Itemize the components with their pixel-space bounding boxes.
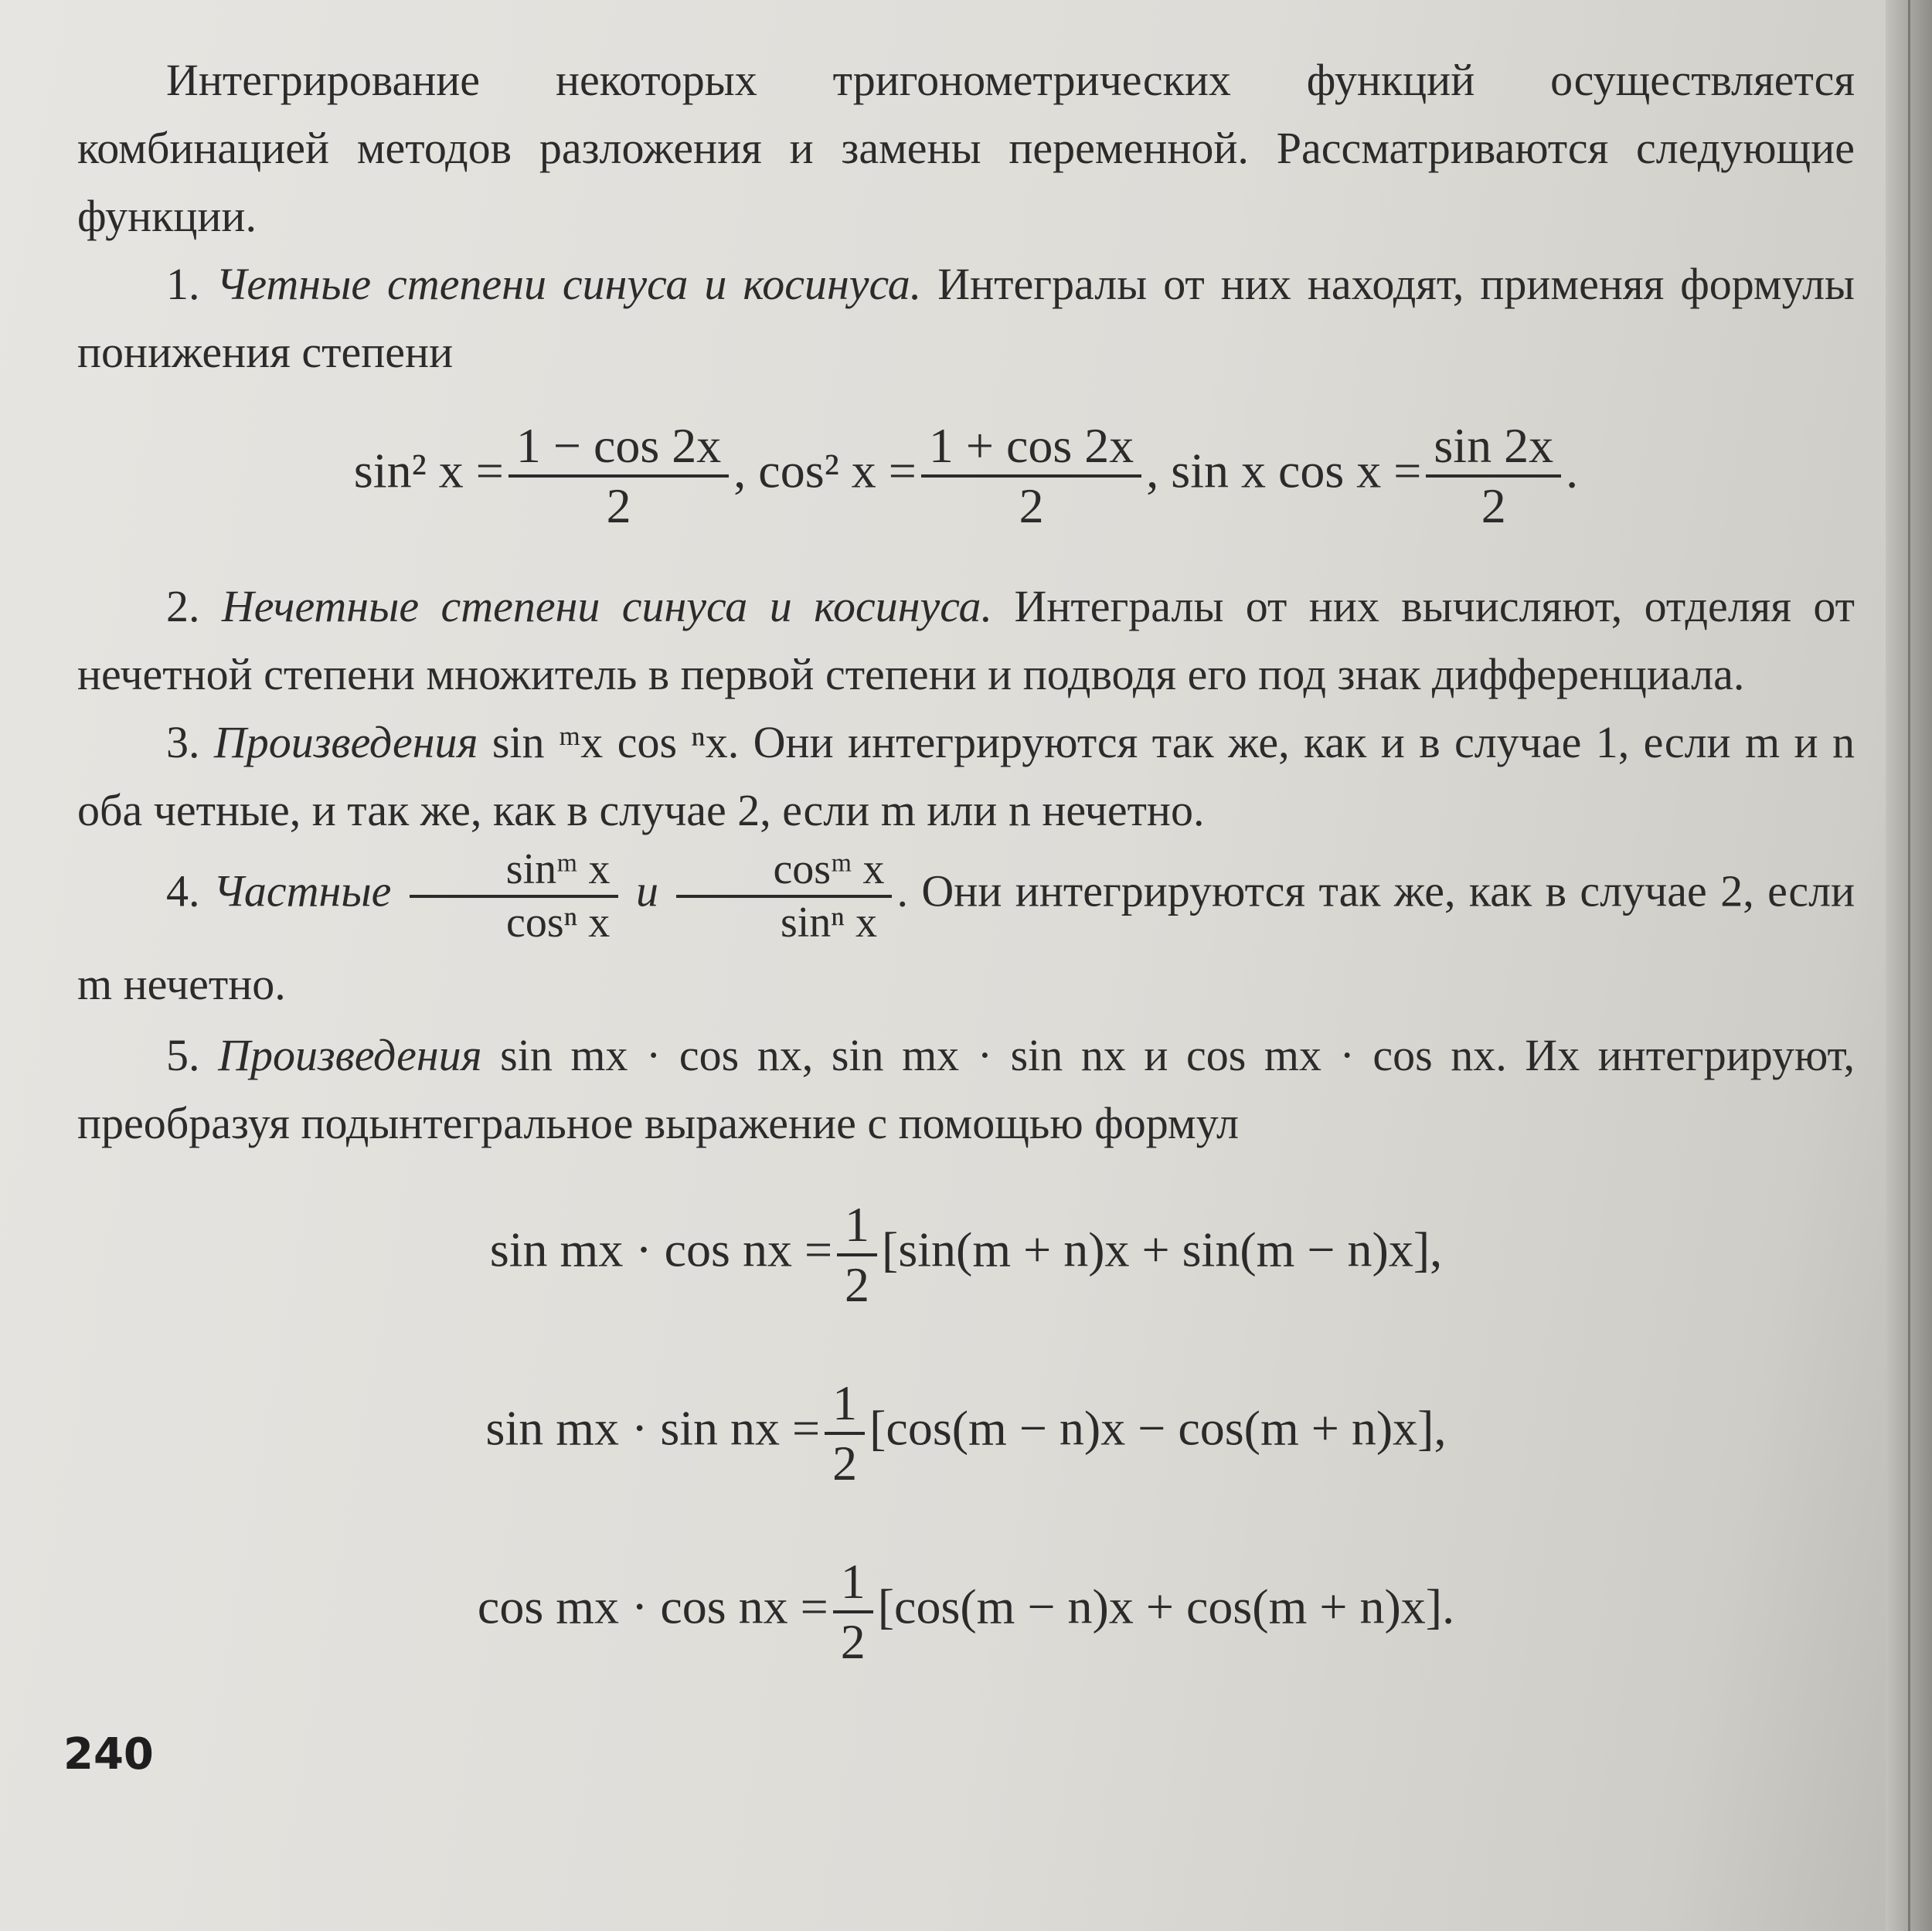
- formula-1c-fraction: [1426, 417, 1561, 534]
- formula-5c-numerator: 1: [840, 1554, 866, 1610]
- item-1-text: Интегралы от них находят, применяя формулы понижения степени: [77, 259, 1855, 377]
- formula-5a-rhs: [sin(m + n)x + sin(m − n)x],: [882, 1222, 1443, 1277]
- formula-1c-numerator: sin 2x: [1434, 418, 1554, 473]
- item-5-number: 5.: [166, 1029, 200, 1080]
- item-5-text: sin mx · cos nx, sin mx · sin nx и cos mx · cos nx. Их интегрируют, преобразуя подынтегральное выражение с помощью формул: [77, 1029, 1855, 1148]
- item-4-fraction-1: [410, 845, 618, 947]
- intro-paragraph: Интегрирование некоторых тригонометрических функций осуществляется комбинацией методов разложения и замены переменной. Рассматриваются следующие функции.: [77, 55, 1855, 241]
- formula-5b: [77, 1375, 1855, 1491]
- formula-5a-lhs: sin mx · cos nx =: [489, 1222, 833, 1277]
- item-4-fraction-2-numerator: cosᵐ x: [773, 845, 885, 894]
- item-3-expression: sin ᵐx cos ⁿx.: [492, 717, 740, 768]
- item-5-paragraph: [77, 1022, 1855, 1158]
- item-3-title: Произведения: [213, 717, 478, 768]
- item-2-paragraph: [77, 573, 1855, 709]
- formula-5c: [77, 1553, 1855, 1670]
- item-1-title: Четные степени синуса и косинуса.: [216, 259, 922, 309]
- item-2-text: Интегралы от них вычисляют, отделяя от нечетной степени множитель в первой степени и подводя его под знак дифференциала.: [77, 581, 1855, 700]
- formula-1c-lhs: , sin x cos x =: [1146, 443, 1422, 498]
- formula-5a: [77, 1196, 1855, 1313]
- formula-5c-lhs: cos mx · cos nx =: [477, 1579, 828, 1634]
- item-4-and: и: [635, 865, 658, 916]
- item-4-fraction-2-denominator: sinⁿ x: [676, 895, 892, 947]
- page-number: 240: [63, 1729, 154, 1780]
- item-3-text: Они интегрируются так же, как и в случае 1, если m и n оба четные, и так же, как в случае 2, если m или n нечетно.: [77, 717, 1855, 836]
- item-4-paragraph: [77, 845, 1855, 1022]
- formula-1b-denominator: 2: [921, 474, 1141, 535]
- item-3-number: 3.: [166, 717, 200, 768]
- formula-5c-rhs: [cos(m − n)x + cos(m + n)x].: [877, 1579, 1455, 1634]
- product-to-sum-formulas: [77, 1196, 1855, 1671]
- formula-5c-denominator: 2: [833, 1610, 873, 1671]
- item-4-fraction-1-denominator: cosⁿ x: [410, 895, 618, 947]
- item-3-paragraph: [77, 709, 1855, 845]
- page-content: [77, 46, 1855, 1732]
- formula-5a-numerator: 1: [845, 1196, 870, 1252]
- formula-5b-rhs: [cos(m − n)x − cos(m + n)x],: [869, 1400, 1447, 1456]
- formula-1a-denominator: 2: [509, 474, 729, 535]
- gutter-edge-line: [1908, 0, 1910, 1931]
- item-4-fraction-2: [676, 845, 892, 947]
- item-2-title: Нечетные степени синуса и косинуса.: [221, 581, 993, 632]
- formula-1a-lhs: sin² x =: [353, 443, 504, 498]
- formula-5a-fraction: [837, 1196, 877, 1313]
- item-1-paragraph: [77, 250, 1855, 386]
- formula-1a-numerator: 1 − cos 2x: [515, 418, 722, 473]
- power-reduction-formulas: [77, 417, 1855, 534]
- item-4-title: Частные: [213, 865, 392, 916]
- formula-1b-lhs: , cos² x =: [733, 443, 917, 498]
- item-4-number: 4.: [166, 865, 200, 916]
- formula-1-end: .: [1566, 443, 1579, 498]
- item-5-title: Произведения: [218, 1029, 482, 1080]
- item-1-number: 1.: [166, 259, 200, 309]
- formula-5b-numerator: 1: [832, 1375, 858, 1431]
- formula-5c-fraction: [833, 1553, 873, 1670]
- item-4-text: . Они интегрируются так же, как в случае 2, если m нечетно.: [77, 865, 1855, 1009]
- formula-5b-denominator: 2: [825, 1432, 865, 1492]
- formula-5b-fraction: [825, 1375, 865, 1491]
- formula-5a-denominator: 2: [837, 1253, 877, 1314]
- formula-1c-denominator: 2: [1426, 474, 1561, 535]
- item-4-fraction-1-numerator: sinᵐ x: [505, 845, 611, 894]
- formula-1a-fraction: [509, 417, 729, 534]
- formula-1b-numerator: 1 + cos 2x: [928, 418, 1134, 473]
- formula-5b-lhs: sin mx · sin nx =: [485, 1400, 821, 1456]
- item-2-number: 2.: [166, 581, 200, 632]
- formula-1b-fraction: [921, 417, 1141, 534]
